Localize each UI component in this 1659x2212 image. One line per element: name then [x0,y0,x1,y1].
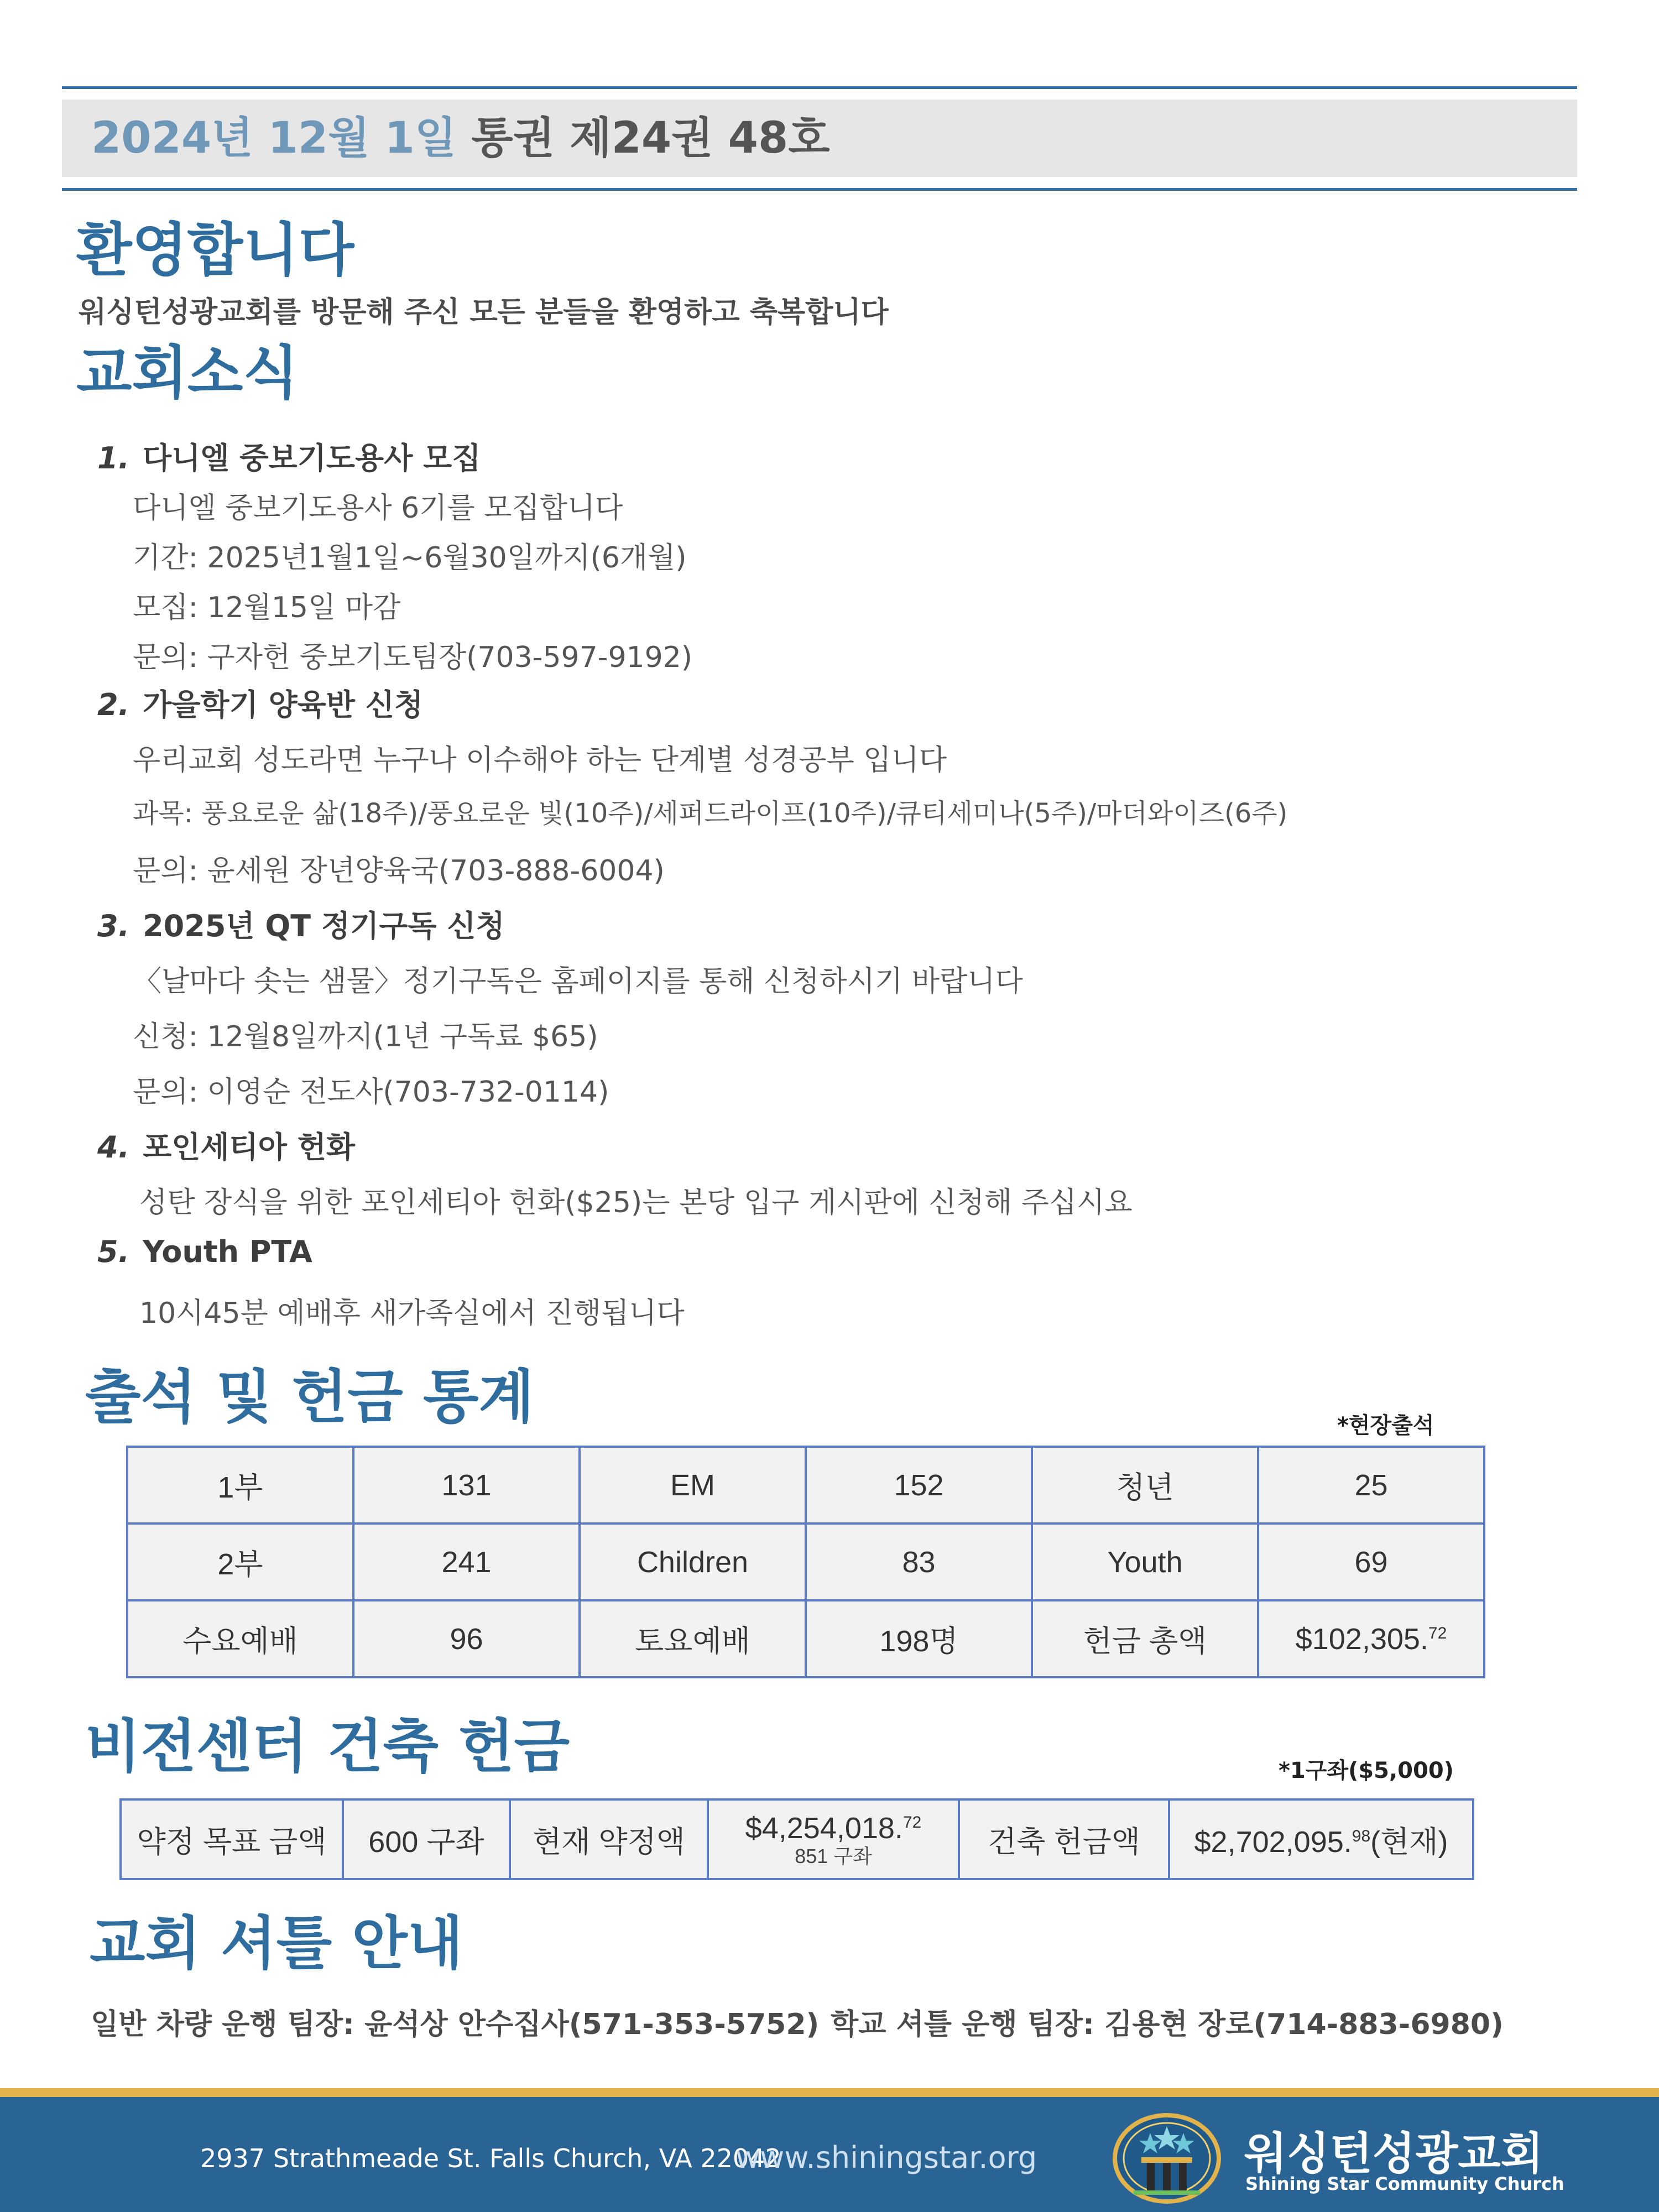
shuttle-school: 학교 셔틀 운행 팀장: 김용현 장로(714-883-6980) [831,2008,1504,2041]
stats-cell: 241 [353,1524,580,1600]
news-item-1-line: 모집: 12월15일 마감 [133,591,401,624]
building-title: 비전센터 건축 헌금 [85,1713,570,1780]
news-item-3-line: 신청: 12월8일까지(1년 구독료 $65) [133,1020,598,1053]
fund-pledge-cell [708,1799,959,1879]
header-bottom-rule [62,188,1577,191]
stats-cell: EM [580,1447,806,1524]
fund-amount-cell [1169,1799,1473,1879]
issue-date: 2024년 12월 1일 [91,113,457,163]
table-row [127,1524,1484,1600]
stats-cell: 198명 [806,1600,1032,1677]
fund-pledge-label: 현재 약정액 [510,1799,708,1879]
shuttle-title: 교회 셔틀 안내 [90,1910,463,1977]
stats-table [126,1446,1485,1678]
news-item-5-title: 5. Youth PTA [97,1234,312,1269]
fund-pledge-units: 851 구좌 [795,1845,872,1867]
header-top-rule [62,86,1577,89]
fund-pledge-cents: 72 [902,1813,922,1832]
news-item-3-title: 3. 2025년 QT 정기구독 신청 [97,909,505,943]
fund-amount-label: 건축 헌금액 [959,1799,1169,1879]
footer-website-link[interactable]: www.shiningstar.org [735,2140,1037,2175]
stats-cell: 토요예배 [580,1600,806,1677]
shuttle-general: 일반 차량 운행 팀장: 윤석상 안수집사(571-353-5752) [91,2008,820,2041]
news-item-5-line: 10시45분 예배후 새가족실에서 진행됩니다 [139,1297,685,1330]
issue-header [91,111,830,166]
fund-amount-cents: 98 [1352,1827,1371,1845]
stats-cell: 131 [353,1447,580,1524]
news-item-1-title: 1. 다니엘 중보기도용사 모집 [97,441,481,476]
footer-church-name-ko: 워싱턴성광교회 [1244,2128,1543,2179]
stats-cell: Youth [1032,1524,1258,1600]
welcome-title: 환영합니다 [76,216,354,284]
stats-note: *현장출석 [1337,1413,1434,1438]
news-item-1-line: 문의: 구자헌 중보기도팀장(703-597-9192) [133,641,693,674]
stats-cell: 96 [353,1600,580,1677]
stats-cell: 수요예배 [127,1600,353,1677]
fund-goal-label: 약정 목표 금액 [121,1799,343,1879]
stats-cell: 2부 [127,1524,353,1600]
church-logo-icon [1112,2110,1222,2204]
fund-amount-suffix: (현재) [1370,1825,1448,1859]
building-note: *1구좌($5,000) [1279,1758,1454,1783]
news-item-1-line: 기간: 2025년1월1일~6월30일까지(6개월) [133,541,687,575]
news-title: 교회소식 [76,339,299,406]
news-item-2-title: 2. 가을학기 양육반 신청 [97,687,424,722]
news-item-1-line: 다니엘 중보기도용사 6기를 모집합니다 [133,492,623,525]
stats-cell: 152 [806,1447,1032,1524]
offering-total-value: $102,305. [1295,1622,1428,1656]
table-row [127,1600,1484,1677]
welcome-text: 워싱턴성광교회를 방문해 주신 모든 분들을 환영하고 축복합니다 [79,296,889,329]
stats-cell: 청년 [1032,1447,1258,1524]
issue-volume: 통권 제24권 48호 [471,113,830,163]
table-row [127,1447,1484,1524]
fund-goal-value: 600 구좌 [343,1799,510,1879]
footer-address: 2937 Strathmeade St. Falls Church, VA 22042 [200,2143,781,2173]
news-item-2-line: 우리교회 성도라면 누구나 이수해야 하는 단계별 성경공부 입니다 [133,744,947,777]
fund-pledge-value: $4,254,018. [745,1812,903,1845]
news-item-4-line: 성탄 장식을 위한 포인세티아 헌화($25)는 본당 입구 게시판에 신청해 주십시요 [139,1186,1133,1219]
news-item-3-line: 문의: 이영순 전도사(703-732-0114) [133,1076,609,1109]
footer-gold-stripe [0,2088,1659,2097]
news-item-3-line: 〈날마다 솟는 샘물〉정기구독은 홈페이지를 통해 신청하시기 바랍니다 [133,965,1023,998]
building-fund-table [119,1798,1474,1880]
stats-cell: Children [580,1524,806,1600]
stats-cell: 69 [1258,1524,1484,1600]
offering-total-cell [1258,1600,1484,1677]
stats-title: 출석 및 헌금 통계 [85,1363,534,1431]
news-item-2-line: 과목: 풍요로운 삶(18주)/풍요로운 빛(10주)/세퍼드라이프(10주)/큐티세미나(5주)/마더와이즈(6주) [133,798,1288,829]
stats-cell: 1부 [127,1447,353,1524]
stats-cell: 83 [806,1524,1032,1600]
stats-cell: 25 [1258,1447,1484,1524]
fund-amount-value: $2,702,095. [1194,1825,1352,1859]
table-row [121,1799,1473,1879]
offering-total-cents: 72 [1428,1624,1447,1642]
news-item-4-title: 4. 포인세티아 헌화 [97,1130,356,1165]
footer-church-name-en: Shining Star Community Church [1245,2173,1564,2194]
news-item-2-line: 문의: 윤세원 장년양육국(703-888-6004) [133,854,665,888]
stats-cell: 헌금 총액 [1032,1600,1258,1677]
